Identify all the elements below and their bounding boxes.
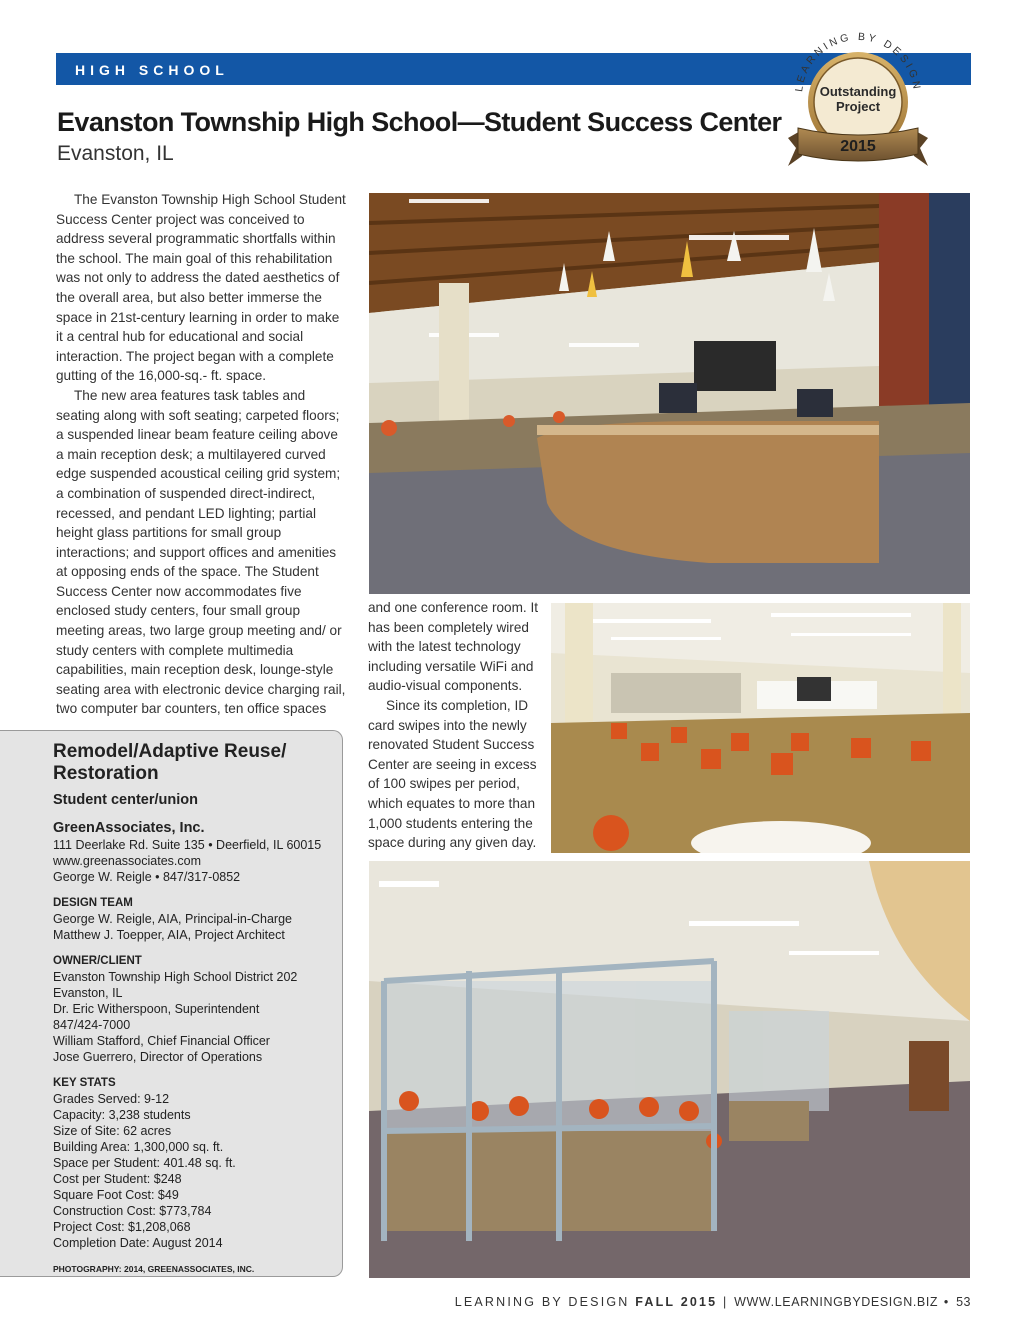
owner-line: Evanston, IL <box>53 986 123 1000</box>
body-paragraph: The new area features task tables and seating along with soft seating; carpeted floors; a suspended linear beam feature ceiling above a main reception desk; a multilayered curved edge suspended acoustical ceiling grid system; a combination of suspended direct-indirect, recessed, and pendant LED lighting; partial height glass partitions for small group interactions; and support offices and amenities at opposing ends of the space. The Student Success Center now accommodates five enclosed study centers, four small group meeting areas, two large group meeting and/ or study centers with complete multimedia capabilities, main reception desk, lounge-style seating area with electronic device charging rail, two computer bar counters, ten office spaces <box>56 387 346 717</box>
footer-bullet: • <box>943 1295 951 1309</box>
owner-heading: OWNER/CLIENT <box>53 955 142 967</box>
badge-line1: Outstanding <box>819 84 897 99</box>
photo-study-area <box>551 603 970 853</box>
badge-year: 2015 <box>840 138 876 155</box>
owner-line: Jose Guerrero, Director of Operations <box>53 1050 263 1064</box>
key-stat: Project Cost: $1,208,068 <box>53 1220 191 1234</box>
owner-line: William Stafford, Chief Financial Officer <box>53 1034 270 1048</box>
body-paragraph: The Evanston Township High School Student Success Center project was conceived to address several programmatic shortfalls within the school. The main goal of this rehabilitation was not only to address the dated aesthetics of the overall area, but also better immerse the space in 21st-century learning in order to make it a central hub for educational and social interaction. The project began with a complete gutting of the 16,000-sq.- ft. space. <box>56 192 346 384</box>
key-stat: Construction Cost: $773,784 <box>53 1204 212 1218</box>
key-stat: Size of Site: 62 acres <box>53 1124 172 1138</box>
badge-line2: Project <box>835 99 881 114</box>
page-footer <box>455 1295 971 1309</box>
owner-line: Dr. Eric Witherspoon, Superintendent <box>53 1002 260 1016</box>
key-stat: Building Area: 1,300,000 sq. ft. <box>53 1140 224 1154</box>
footer-magazine: LEARNING BY DESIGN <box>454 1295 630 1309</box>
key-stat: Completion Date: August 2014 <box>53 1236 223 1250</box>
body-mid-column <box>368 598 544 853</box>
photo-reception-desk <box>369 193 970 594</box>
firm-website[interactable]: www.greenassociates.com <box>53 854 201 868</box>
firm-name: GreenAssociates, Inc. <box>53 820 205 836</box>
award-badge <box>782 20 934 176</box>
owner-line: Evanston Township High School District 202 <box>53 970 298 984</box>
design-team-heading: DESIGN TEAM <box>53 897 133 909</box>
key-stat: Grades Served: 9-12 <box>53 1092 170 1106</box>
owner-line: 847/424-7000 <box>53 1018 131 1032</box>
key-stat: Square Foot Cost: $49 <box>53 1188 179 1202</box>
badge-arc-text: LEARNING BY DESIGN <box>793 30 923 93</box>
article-title: Evanston Township High School—Student Success Center <box>57 107 782 137</box>
body-paragraph: Since its completion, ID card swipes into the newly renovated Student Success Center are seeing in excess of 100 swipes per period, which equates to more than 1,000 students entering the space during any given day. <box>368 697 537 851</box>
article-location: Evanston, IL <box>57 142 174 165</box>
firm-contact: George W. Reigle • 847/317-0852 <box>53 870 241 884</box>
award-category: Remodel/Adaptive Reuse/ Restoration <box>53 741 287 784</box>
project-info-content <box>53 741 338 1277</box>
key-stat: Space per Student: 401.48 sq. ft. <box>53 1156 236 1170</box>
footer-separator: | <box>723 1295 729 1309</box>
design-team-member: George W. Reigle, AIA, Principal-in-Charge <box>53 912 292 926</box>
body-paragraph: and one conference room. It has been completely wired with the latest technology including versatile WiFi and audio-visual components. <box>368 600 539 694</box>
footer-issue: FALL 2015 <box>635 1295 718 1309</box>
page-number: 53 <box>956 1295 971 1309</box>
key-stats-heading: KEY STATS <box>53 1077 116 1089</box>
project-type: Student center/union <box>53 792 198 808</box>
firm-address: 111 Deerlake Rd. Suite 135 • Deerfield, IL 60015 <box>53 838 322 852</box>
body-left-column <box>56 190 348 719</box>
section-label: HIGH SCHOOL <box>75 62 229 78</box>
key-stat: Cost per Student: $248 <box>53 1172 182 1186</box>
footer-url[interactable]: WWW.LEARNINGBYDESIGN.BIZ <box>734 1295 939 1309</box>
photo-credit: PHOTOGRAPHY: 2014, GREENASSOCIATES, INC. <box>53 1264 255 1274</box>
photo-glass-partitions <box>369 861 970 1278</box>
design-team-member: Matthew J. Toepper, AIA, Project Architect <box>53 928 285 942</box>
key-stat: Capacity: 3,238 students <box>53 1108 191 1122</box>
